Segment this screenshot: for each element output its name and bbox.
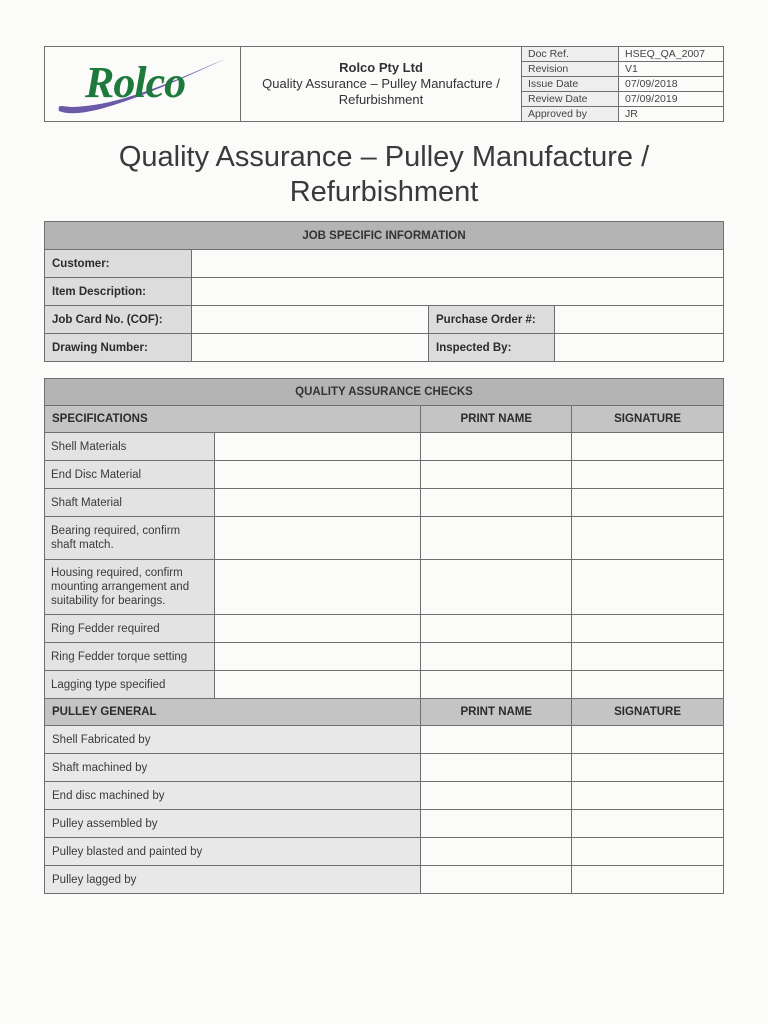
drawing-number-label: Drawing Number: (45, 334, 192, 362)
spec-label: Ring Fedder torque setting (45, 643, 215, 671)
signature-field[interactable] (572, 433, 724, 461)
doc-title: Quality Assurance – Pulley Manufacture / Refurbishment (262, 76, 500, 107)
spec-label: End Disc Material (45, 461, 215, 489)
print-name-field[interactable] (421, 615, 572, 643)
print-name-field[interactable] (421, 810, 572, 838)
signature-field[interactable] (572, 517, 724, 560)
signature-field[interactable] (572, 560, 724, 615)
signature-field[interactable] (572, 461, 724, 489)
page-title: Quality Assurance – Pulley Manufacture / Refurbishment (118, 141, 650, 208)
spec-value-field[interactable] (214, 489, 421, 517)
job-card-label: Job Card No. (COF): (45, 306, 192, 334)
spec-value-field[interactable] (214, 560, 421, 615)
customer-field[interactable] (192, 250, 724, 278)
spec-value-field[interactable] (214, 615, 421, 643)
item-description-field[interactable] (192, 278, 724, 306)
logo-text: Rolco (85, 58, 186, 107)
pulley-item-label: Pulley lagged by (45, 866, 421, 894)
print-name-field[interactable] (421, 643, 572, 671)
document-header (44, 46, 724, 122)
specifications-heading: SPECIFICATIONS (45, 406, 421, 433)
print-name-field[interactable] (421, 782, 572, 810)
pulley-item-label: Pulley blasted and painted by (45, 838, 421, 866)
pulley-item-label: Shell Fabricated by (45, 726, 421, 754)
spec-value-field[interactable] (214, 643, 421, 671)
signature-field[interactable] (572, 671, 724, 699)
purchase-order-label: Purchase Order #: (429, 306, 555, 334)
print-name-heading: PRINT NAME (421, 406, 572, 433)
logo-cell (45, 47, 241, 122)
spec-label: Shell Materials (45, 433, 215, 461)
signature-field[interactable] (572, 754, 724, 782)
company-cell (241, 47, 522, 122)
qa-checks-table (44, 378, 724, 894)
spec-label: Shaft Material (45, 489, 215, 517)
pulley-item-label: Pulley assembled by (45, 810, 421, 838)
signature-field[interactable] (572, 489, 724, 517)
item-description-label: Item Description: (45, 278, 192, 306)
signature-field[interactable] (572, 838, 724, 866)
print-name-field[interactable] (421, 754, 572, 782)
print-name-field[interactable] (421, 517, 572, 560)
spec-value-field[interactable] (214, 433, 421, 461)
spec-label: Housing required, confirm mounting arrangement and suitability for bearings. (45, 560, 215, 615)
spec-label: Lagging type specified (45, 671, 215, 699)
pulley-general-heading: PULLEY GENERAL (45, 699, 421, 726)
spec-label: Bearing required, confirm shaft match. (45, 517, 215, 560)
print-name-field[interactable] (421, 433, 572, 461)
meta-label: Revision (522, 62, 619, 77)
signature-heading: SIGNATURE (572, 699, 724, 726)
signature-field[interactable] (572, 810, 724, 838)
purchase-order-field[interactable] (555, 306, 724, 334)
meta-label: Doc Ref. (522, 47, 619, 62)
signature-field[interactable] (572, 726, 724, 754)
print-name-field[interactable] (421, 461, 572, 489)
meta-label: Review Date (522, 92, 619, 107)
print-name-field[interactable] (421, 489, 572, 517)
pulley-item-label: End disc machined by (45, 782, 421, 810)
meta-label: Issue Date (522, 77, 619, 92)
signature-heading: SIGNATURE (572, 406, 724, 433)
signature-field[interactable] (572, 643, 724, 671)
meta-value: 07/09/2019 (619, 92, 724, 107)
drawing-number-field[interactable] (192, 334, 429, 362)
spec-value-field[interactable] (214, 461, 421, 489)
spec-label: Ring Fedder required (45, 615, 215, 643)
print-name-field[interactable] (421, 866, 572, 894)
job-info-heading: JOB SPECIFIC INFORMATION (45, 222, 724, 250)
inspected-by-label: Inspected By: (429, 334, 555, 362)
signature-field[interactable] (572, 782, 724, 810)
print-name-field[interactable] (421, 671, 572, 699)
job-card-field[interactable] (192, 306, 429, 334)
signature-field[interactable] (572, 866, 724, 894)
pulley-item-label: Shaft machined by (45, 754, 421, 782)
rolco-logo (53, 51, 233, 119)
spec-value-field[interactable] (214, 671, 421, 699)
meta-value: 07/09/2018 (619, 77, 724, 92)
print-name-field[interactable] (421, 726, 572, 754)
customer-label: Customer: (45, 250, 192, 278)
meta-label: Approved by (522, 107, 619, 122)
print-name-heading: PRINT NAME (421, 699, 572, 726)
print-name-field[interactable] (421, 560, 572, 615)
meta-value: V1 (619, 62, 724, 77)
meta-value: HSEQ_QA_2007 (619, 47, 724, 62)
company-name: Rolco Pty Ltd (339, 60, 423, 75)
qa-heading: QUALITY ASSURANCE CHECKS (45, 379, 724, 406)
print-name-field[interactable] (421, 838, 572, 866)
spec-value-field[interactable] (214, 517, 421, 560)
inspected-by-field[interactable] (555, 334, 724, 362)
meta-value: JR (619, 107, 724, 122)
job-info-table (44, 221, 724, 362)
signature-field[interactable] (572, 615, 724, 643)
